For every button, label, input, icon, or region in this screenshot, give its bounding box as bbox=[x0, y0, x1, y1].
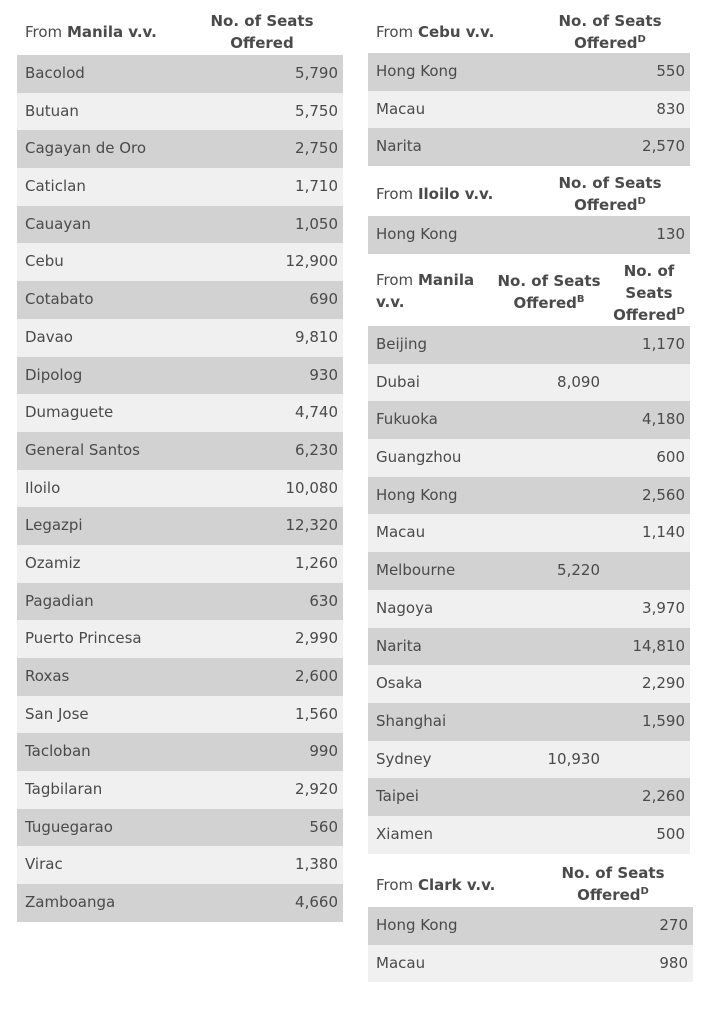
table-row bbox=[17, 432, 343, 470]
destination-name: Tacloban bbox=[25, 742, 91, 761]
table-row bbox=[17, 809, 343, 847]
table-header bbox=[368, 862, 693, 907]
destination-name: Hong Kong bbox=[376, 62, 458, 80]
header-from-label: From Clark v.v. bbox=[376, 876, 496, 894]
seats-d-value: 1,140 bbox=[642, 523, 685, 542]
table-row bbox=[17, 168, 343, 206]
table-row bbox=[368, 741, 690, 779]
seats-d-value: 1,590 bbox=[642, 711, 685, 730]
table-row bbox=[17, 620, 343, 658]
seats-b-value: 5,220 bbox=[557, 561, 600, 580]
destination-name: Macau bbox=[376, 99, 426, 118]
seats-value: 1,050 bbox=[295, 214, 338, 233]
seats-value: 690 bbox=[309, 290, 338, 309]
table-row bbox=[368, 477, 690, 515]
seats-d-value: 500 bbox=[656, 824, 685, 843]
table-row bbox=[368, 401, 690, 439]
seats-value: 270 bbox=[659, 916, 688, 934]
seats-value: 4,740 bbox=[295, 403, 338, 422]
manila-intl-table bbox=[368, 257, 690, 854]
table-row bbox=[368, 628, 690, 666]
table-body bbox=[368, 326, 690, 854]
seats-value: 980 bbox=[659, 953, 688, 972]
table-row bbox=[17, 319, 343, 357]
seats-value: 2,990 bbox=[295, 629, 338, 648]
table-row bbox=[368, 552, 690, 590]
destination-name: Nagoya bbox=[376, 598, 434, 617]
destination-name: Tuguegarao bbox=[25, 817, 113, 836]
destination-name: General Santos bbox=[25, 440, 140, 459]
destination-name: San Jose bbox=[25, 704, 89, 723]
table-row bbox=[17, 243, 343, 281]
table-body bbox=[17, 55, 343, 922]
destination-name: Narita bbox=[376, 636, 422, 655]
table-row bbox=[17, 545, 343, 583]
seats-value: 5,750 bbox=[295, 101, 338, 120]
table-row bbox=[17, 696, 343, 734]
destination-name: Shanghai bbox=[376, 711, 447, 730]
table-body bbox=[368, 907, 693, 982]
destination-name: Hong Kong bbox=[376, 916, 458, 934]
seats-d-value: 600 bbox=[656, 448, 685, 467]
table-row bbox=[17, 55, 343, 93]
seats-d-value: 2,560 bbox=[642, 485, 685, 504]
destination-name: Xiamen bbox=[376, 824, 433, 843]
table-row bbox=[368, 590, 690, 628]
seats-value: 130 bbox=[656, 225, 685, 243]
seats-value: 1,560 bbox=[295, 704, 338, 723]
destination-name: Guangzhou bbox=[376, 448, 462, 467]
destination-name: Cauayan bbox=[25, 214, 91, 233]
seats-value: 550 bbox=[656, 62, 685, 80]
destination-name: Butuan bbox=[25, 101, 79, 120]
table-header bbox=[17, 8, 343, 55]
destination-name: Sydney bbox=[376, 749, 432, 768]
table-row bbox=[368, 778, 690, 816]
destination-name: Davao bbox=[25, 327, 73, 346]
destination-name: Dubai bbox=[376, 372, 420, 391]
seats-d-value: 2,290 bbox=[642, 674, 685, 693]
table-row bbox=[17, 507, 343, 545]
destination-name: Dipolog bbox=[25, 365, 83, 384]
seats-value: 12,900 bbox=[285, 252, 338, 271]
table-row bbox=[17, 583, 343, 621]
destination-name: Macau bbox=[376, 523, 426, 542]
seats-value: 930 bbox=[309, 365, 338, 384]
destination-name: Osaka bbox=[376, 674, 423, 693]
table-row bbox=[17, 130, 343, 168]
seats-value: 10,080 bbox=[285, 478, 338, 497]
destination-name: Hong Kong bbox=[376, 225, 458, 243]
header-seats-label: No. of Seats Offered$^D$ bbox=[558, 174, 662, 214]
clark-table bbox=[368, 862, 693, 982]
table-row bbox=[368, 514, 690, 552]
header-from-label: From Iloilo v.v. bbox=[376, 185, 494, 203]
destination-name: Fukuoka bbox=[376, 410, 438, 429]
destination-name: Puerto Princesa bbox=[25, 629, 142, 648]
seats-value: 1,260 bbox=[295, 553, 338, 572]
table-row bbox=[368, 703, 690, 741]
destination-name: Iloilo bbox=[25, 478, 61, 497]
table-row bbox=[17, 658, 343, 696]
header-seats-label: No. of Seats Offered$^D$ bbox=[561, 864, 665, 904]
seats-value: 990 bbox=[309, 742, 338, 761]
header-from-label: From Cebu v.v. bbox=[376, 23, 495, 41]
seats-value: 2,570 bbox=[642, 137, 685, 156]
destination-name: Taipei bbox=[376, 787, 419, 806]
destination-name: Cebu bbox=[25, 252, 64, 271]
header-from-label: From Manila v.v. bbox=[376, 271, 475, 311]
table-row bbox=[17, 733, 343, 771]
destination-name: Zamboanga bbox=[25, 893, 116, 912]
seats-value: 1,710 bbox=[295, 177, 338, 196]
seats-d-value: 4,180 bbox=[642, 410, 685, 429]
seats-value: 12,320 bbox=[285, 516, 338, 535]
header-seats-b-label: No. of Seats Offered$^B$ bbox=[497, 272, 601, 312]
destination-name: Narita bbox=[376, 137, 422, 156]
table-row bbox=[17, 771, 343, 809]
seats-value: 6,230 bbox=[295, 440, 338, 459]
header-seats-label: No. of Seats Offered bbox=[210, 12, 314, 52]
destination-name: Hong Kong bbox=[376, 485, 458, 504]
seats-value: 830 bbox=[656, 99, 685, 118]
destination-name: Roxas bbox=[25, 667, 70, 685]
table-row bbox=[17, 206, 343, 244]
seats-value: 2,920 bbox=[295, 780, 338, 799]
table-row bbox=[17, 357, 343, 395]
seats-d-value: 3,970 bbox=[642, 598, 685, 617]
destination-name: Melbourne bbox=[376, 561, 456, 580]
seats-value: 5,790 bbox=[295, 64, 338, 82]
destination-name: Ozamiz bbox=[25, 553, 81, 572]
destination-name: Legazpi bbox=[25, 516, 83, 535]
table-header bbox=[368, 257, 690, 326]
header-from-label: From Manila v.v. bbox=[25, 23, 157, 41]
destination-name: Virac bbox=[25, 855, 63, 874]
destination-name: Bacolod bbox=[25, 64, 85, 82]
seats-value: 630 bbox=[309, 591, 338, 610]
seats-value: 560 bbox=[309, 817, 338, 836]
destination-name: Caticlan bbox=[25, 177, 86, 196]
table-row bbox=[17, 281, 343, 319]
seats-d-value: 14,810 bbox=[632, 636, 685, 655]
table-row bbox=[368, 326, 690, 364]
destination-name: Macau bbox=[376, 953, 426, 972]
table-row bbox=[17, 394, 343, 432]
table-header bbox=[368, 8, 690, 53]
iloilo-table bbox=[368, 172, 690, 254]
seats-b-value: 10,930 bbox=[547, 749, 600, 768]
table-row bbox=[368, 91, 690, 129]
table-row bbox=[368, 907, 693, 945]
destination-name: Beijing bbox=[376, 335, 428, 353]
table-row bbox=[368, 53, 690, 91]
table-row bbox=[17, 884, 343, 922]
seats-d-value: 2,260 bbox=[642, 787, 685, 806]
seats-value: 4,660 bbox=[295, 893, 338, 912]
destination-name: Cagayan de Oro bbox=[25, 139, 147, 158]
seats-b-value: 8,090 bbox=[557, 372, 600, 391]
table-row bbox=[368, 665, 690, 703]
destination-name: Pagadian bbox=[25, 591, 94, 610]
seats-value: 2,750 bbox=[295, 139, 338, 158]
seats-value: 1,380 bbox=[295, 855, 338, 874]
cebu-table bbox=[368, 8, 690, 166]
destination-name: Dumaguete bbox=[25, 403, 114, 422]
seats-value: 2,600 bbox=[295, 667, 338, 685]
header-seats-label: No. of Seats Offered$^D$ bbox=[558, 12, 662, 52]
table-row bbox=[368, 216, 690, 254]
destination-name: Cotabato bbox=[25, 290, 94, 309]
table-row bbox=[368, 364, 690, 402]
table-row bbox=[368, 945, 693, 983]
table-row bbox=[17, 846, 343, 884]
table-row bbox=[17, 470, 343, 508]
table-row bbox=[368, 439, 690, 477]
seats-value: 9,810 bbox=[295, 327, 338, 346]
seats-d-value: 1,170 bbox=[642, 335, 685, 353]
table-row bbox=[17, 93, 343, 131]
table-row bbox=[368, 816, 690, 854]
header-seats-d-label: No. of Seats Offered$^D$ bbox=[613, 262, 685, 324]
table-body bbox=[368, 216, 690, 254]
destination-name: Tagbilaran bbox=[25, 780, 103, 799]
table-header bbox=[368, 172, 690, 216]
table-row bbox=[368, 128, 690, 166]
manila-domestic-table bbox=[17, 8, 343, 922]
table-body bbox=[368, 53, 690, 166]
